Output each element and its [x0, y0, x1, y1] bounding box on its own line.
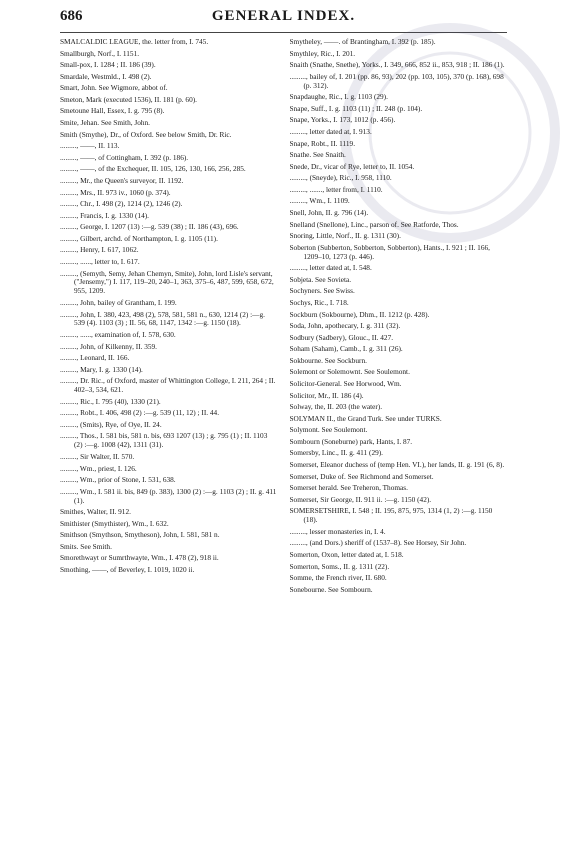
- running-title: GENERAL INDEX.: [211, 8, 356, 24]
- index-entry: Smith (Smythe), Dr., of Oxford. See below Smith, Dr. Ric.: [60, 129, 232, 139]
- index-entry: ........., Robt., I. 406, 498 (2) :—g. 539 (11, 12) ; II. 44.: [60, 408, 220, 418]
- index-entry: Smeton, Mark (executed 1536), II. 181 (p. 60).: [60, 94, 197, 104]
- index-entry: Snape, Yorks., I. 173, 1012 (p. 456).: [289, 115, 396, 125]
- index-entry: Soda, John, apothecary, I. g. 311 (32).: [289, 321, 401, 331]
- left-column: [60, 38, 278, 831]
- index-entry: Smallburgh, Norf., I. 1151.: [60, 48, 140, 58]
- index-entry: ........., Mr., the Queen's surveyor, II. 1192.: [60, 175, 184, 185]
- index-entry: Smits. See Smith.: [60, 541, 112, 551]
- index-entry: Sochyners. See Swiss.: [289, 286, 355, 296]
- index-entry: Smytheley, ——. of Brantingham, I. 392 (p. 185).: [289, 37, 436, 46]
- index-entry: ........., Wm., priest, I. 126.: [60, 463, 137, 473]
- index-entry: Snapdaughe, Ric., I. g. 1103 (29).: [289, 92, 388, 102]
- index-entry: Small-pox, I. 1284 ; II. 186 (39).: [60, 60, 156, 70]
- index-entry: SOLYMAN II., the Grand Turk. See under TURKS.: [289, 413, 442, 423]
- index-entry: ........., Chr., I. 498 (2), 1214 (2), 1246 (2).: [60, 199, 183, 209]
- index-entry: Smothing, ——, of Beverley, I. 1019, 1020 ii.: [60, 565, 195, 575]
- index-entry: ........., George, I. 1207 (13) :—g. 539 (38) ; II. 186 (43), 696.: [60, 222, 239, 232]
- index-entry: Snape, Suff., I. g. 1103 (11) ; II. 248 (p. 104).: [289, 103, 423, 113]
- index-entry: Sonebourne. See Sombourn.: [289, 584, 373, 594]
- index-entry: ........., Wm., I. 1109.: [289, 196, 350, 206]
- index-entry: Sockburn (Sokbourne), Dhm., II. 1212 (p. 428).: [289, 309, 430, 319]
- index-entry: Sodbury (Sadbery), Glouc., II. 427.: [289, 332, 394, 342]
- index-entry: ........., ......, examination of, I. 578, 630.: [60, 329, 176, 339]
- index-entry: Snede, Dr., vicar of Rye, letter to, II. 1054.: [289, 161, 415, 171]
- index-entry: Soberton (Subberton, Sobberton, Sobberton), Hants., I. 921 ; II. 166, 1209–10, 1273 (p. 446).: [289, 242, 490, 261]
- index-entry: ........., Henry, I. 617, 1062.: [60, 245, 139, 255]
- right-column: [290, 38, 508, 831]
- index-entry: Smythley, Ric., I. 201.: [289, 48, 356, 58]
- index-entry: ........., ——, of the Exchequer, II. 105, 126, 130, 166, 256, 285.: [60, 164, 246, 174]
- index-entry: ........., ......, letter to, I. 617.: [60, 256, 140, 266]
- index-entry: ........., (Smits), Rye, of Oye, II. 24.: [60, 419, 162, 429]
- index-entry: ........., ——, II. 113.: [60, 141, 120, 151]
- index-entry: ........., Mary, I. g. 1330 (14).: [60, 364, 143, 374]
- index-entry: ........., Sir Walter, II. 570.: [60, 451, 135, 461]
- index-entry: Somerset, Duke of. See Richmond and Somerset.: [289, 471, 434, 481]
- index-entry: ........., (and Dors.) sheriff of (1537–8). See Horsey, Sir John.: [289, 538, 467, 548]
- index-entry: Smite, Jehan. See Smith, John.: [60, 118, 150, 128]
- index-entry: ........., ......., letter from, I. 1110.: [289, 184, 383, 194]
- header-rule: [60, 32, 507, 33]
- index-entry: Somerset, Sir George, II. 911 ii. :—g. 1150 (42).: [289, 494, 432, 504]
- page-number: 686: [60, 8, 83, 24]
- index-entry: Smithson (Smythson, Smytheson), John, I. 581, 581 n.: [60, 530, 220, 540]
- index-entry: ........., Francis, I. g. 1330 (14).: [60, 210, 149, 220]
- index-entry: ........., bailey of, I. 201 (pp. 86, 93), 202 (pp. 103, 105), 370 (p. 168), 698 (p. 312).: [289, 71, 504, 90]
- index-entry: ........., Wm., I. 581 ii. bis, 849 (p. 383), 1300 (2) :—g. 1103 (2) ; II. g. 411 (1).: [60, 486, 277, 505]
- index-entry: Soham (Saham), Camb., I. g. 311 (26).: [289, 344, 403, 354]
- index-entry: Smart, John. See Wigmore, abbot of.: [60, 83, 168, 93]
- index-entry: Solway, the, II. 203 (the water).: [289, 402, 383, 412]
- index-entry: Somersby, Linc., II. g. 411 (29).: [289, 448, 383, 458]
- index-entry: Snelland (Snellone), Linc., parson of. See Ratforde, Thos.: [289, 219, 459, 229]
- index-entry: ........., John, I. 380, 423, 498 (2), 578, 581, 581 n., 630, 1214 (2) :—g. 539 (4). 1103 (3) ; II. 56, 68, 1147, 1342 :—g. 1150 (18).: [60, 309, 265, 328]
- index-entry: ........., Dr. Ric., of Oxford, master of Whittington College, I. 211, 264 ; II. 402–3, 534, 621.: [60, 376, 276, 395]
- index-entry: Snoring, Little, Norf., II. g. 1311 (30).: [289, 231, 401, 241]
- index-entry: ........., Ric., I. 795 (40), 1330 (21).: [60, 396, 161, 406]
- index-entry: Snell, John, II. g. 796 (14).: [289, 207, 369, 217]
- index-columns: [60, 38, 507, 831]
- index-entry: ........., letter dated at, I. 913.: [289, 126, 372, 136]
- index-entry: Snathe. See Snaith.: [289, 150, 346, 160]
- index-entry: Somerset, Eleanor duchess of (temp Hen. VI.), her lands, II. g. 191 (6, 8).: [289, 460, 505, 470]
- index-entry: Sokbourne. See Sockburn.: [289, 355, 367, 365]
- index-entry: Somerset herald. See Treheron, Thomas.: [289, 483, 408, 493]
- index-entry: ........., lesser monasteries in, I. 4.: [289, 526, 386, 536]
- index-entry: Solemont or Solemownt. See Soulemont.: [289, 367, 410, 377]
- index-entry: Smardale, Westmld., I. 498 (2).: [60, 71, 152, 81]
- index-entry: Smithister (Smythister), Wm., I. 632.: [60, 518, 169, 528]
- index-entry: Snaith (Snathe, Snethe), Yorks., I. 349, 666, 852 ii., 853, 918 ; II. 186 (1).: [289, 60, 505, 70]
- index-entry: ........., letter dated at, I. 548.: [289, 263, 372, 273]
- index-entry: Smithes, Walter, II. 912.: [60, 507, 131, 517]
- index-entry: ........., Mrs., II. 973 iv., 1060 (p. 374).: [60, 187, 171, 197]
- index-entry: Solicitor-General. See Horwood, Wm.: [289, 378, 402, 388]
- index-entry: SOMERSETSHIRE, I. 548 ; II. 195, 875, 975, 1314 (1, 2) :—g. 1150 (18).: [289, 506, 493, 525]
- index-entry: Solymont. See Soulemont.: [289, 425, 368, 435]
- index-entry: SMALCALDIC LEAGUE, the. letter from, I. 745.: [60, 37, 209, 46]
- index-entry: ........., (Semyth, Semy, Jehan Chemyn, Smite), John, lord Lisle's servant, ("Jensemy,") I. 117, 119–20, 240–1, 363, 375–6, 487, 599, 658, 672, 955, 1209.: [60, 268, 274, 296]
- index-entry: Sobjeta. See Sovieta.: [289, 274, 352, 284]
- index-entry: Smorethwayt or Sumrthwayte, Wm., I. 478 (2), 918 ii.: [60, 553, 219, 563]
- index-entry: Smetoune Hall, Essex, I. g. 795 (8).: [60, 106, 165, 116]
- index-entry: Solicitor, Mr., II. 186 (4).: [289, 390, 364, 400]
- index-entry: ........., ——, of Cottingham, I. 392 (p. 186).: [60, 152, 189, 162]
- index-entry: ........., Wm., prior of Stone, I. 531, 638.: [60, 475, 176, 485]
- index-entry: ........., John, of Kilkenny, II. 359.: [60, 341, 158, 351]
- index-entry: Sochys, Ric., I. 718.: [289, 297, 349, 307]
- index-entry: ........., (Sneyde), Ric., I. 958, 1110.: [289, 173, 392, 183]
- index-entry: ........., Gilbert, archd. of Northampton, I. g. 1105 (11).: [60, 233, 218, 243]
- index-entry: Somme, the French river, II. 680.: [289, 573, 387, 583]
- index-entry: ........., John, bailey of Grantham, I. 199.: [60, 297, 177, 307]
- index-entry: Snape, Robt., II. 1119.: [289, 138, 356, 148]
- index-entry: ........., Leonard, II. 166.: [60, 353, 130, 363]
- index-entry: Sombourn (Soneburne) park, Hants, I. 87.: [289, 436, 413, 446]
- index-entry: Somerton, Soms., II. g. 1311 (22).: [289, 561, 390, 571]
- index-entry: ........., Thos., I. 581 bis, 581 n. bis, 693 1207 (13) ; g. 795 (1) ; II. 1103 (2) :—g. 1008 (42), 1311 (31).: [60, 431, 268, 450]
- page-header: [60, 8, 507, 30]
- index-entry: Somerton, Oxon, letter dated at, I. 518.: [289, 549, 404, 559]
